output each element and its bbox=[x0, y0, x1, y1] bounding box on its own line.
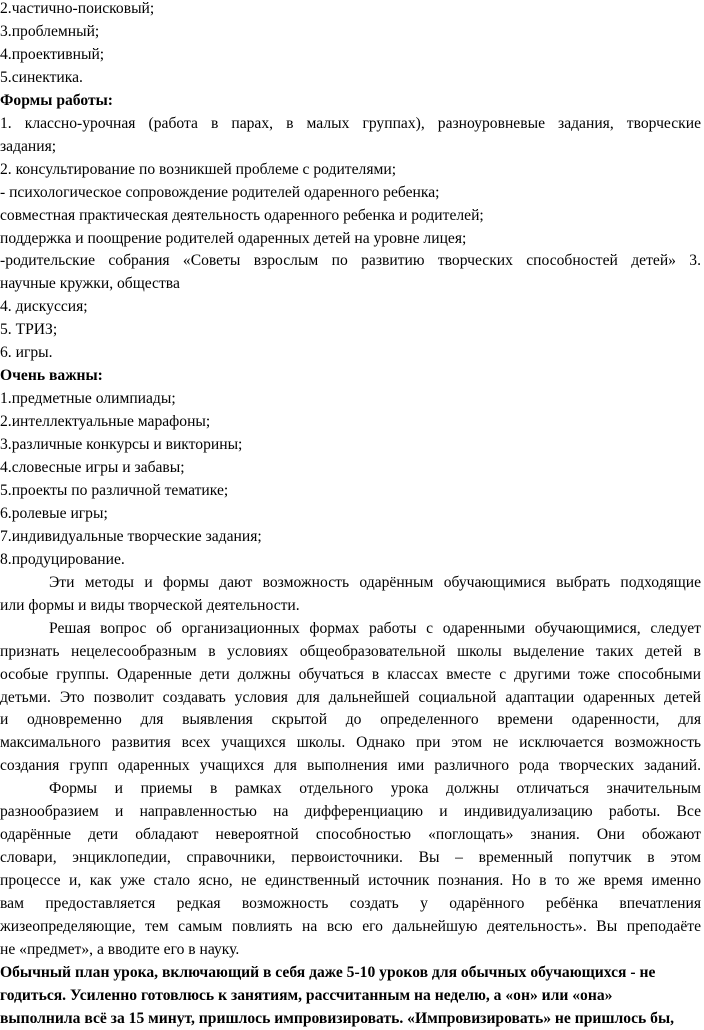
text-line: 6. игры. bbox=[0, 344, 53, 362]
heading-line: Формы работы: bbox=[0, 91, 114, 109]
heading-line: Обычный план урока, включающий в себя даже 5-10 уроков для обычных обучающихся - не bbox=[0, 963, 656, 981]
text-line: и одновременно для выявления скрытой до определенного времени одаренности, для bbox=[0, 711, 701, 729]
text-line: 3.проблемный; bbox=[0, 22, 100, 40]
text-line: вам предоставляется редкая возможность создать у одарённого ребёнка впечатления bbox=[0, 895, 701, 913]
text-line: одарённые дети обладают невероятной способностью «поглощать» знания. Они обожают bbox=[0, 826, 701, 844]
text-line: 5. ТРИЗ; bbox=[0, 321, 58, 339]
text-line: разнообразием и направленностью на дифференциацию и индивидуализацию работы. Все bbox=[0, 803, 701, 821]
heading-line: выполнила всё за 15 минут, пришлось импровизировать. «Импровизировать» не пришлось бы, bbox=[0, 1009, 675, 1027]
text-line: жизеопределяющие, тем самым повлиять на всю его дальнейшую деятельность». Вы преподаёте bbox=[0, 918, 701, 935]
text-line: не «предмет», а вводите его в науку. bbox=[0, 940, 240, 958]
text-line: процессе и, как уже стало ясно, не единственный источник познания. Но в то же время именно bbox=[0, 872, 701, 890]
text-line: Формы и приемы в рамках отдельного урока должны отличаться значительным bbox=[49, 780, 701, 798]
text-line: Эти методы и формы дают возможность одарённым обучающимися выбрать подходящие bbox=[49, 573, 701, 591]
text-line: 5.синектика. bbox=[0, 68, 83, 86]
text-line: 7.индивидуальные творческие задания; bbox=[0, 527, 262, 545]
text-line: 2.частично-поисковый; bbox=[0, 0, 155, 17]
text-line: Решая вопрос об организационных формах работы с одаренными обучающимися, следует bbox=[49, 619, 701, 637]
text-line: максимального развития всех учащихся школы. Однако при этом не исключается возможность bbox=[0, 734, 701, 752]
text-line: научные кружки, общества bbox=[0, 275, 180, 293]
text-line: создания групп одаренных учащихся для выполнения ими различного рода творческих заданий. bbox=[0, 757, 701, 775]
text-line: поддержка и поощрение родителей одаренных детей на уровне лицея; bbox=[0, 229, 467, 247]
text-line: словари, энциклопедии, справочники, первоисточники. Вы – временный попутчик в этом bbox=[0, 849, 701, 867]
text-line: задания; bbox=[0, 137, 57, 155]
text-line: 1.предметные олимпиады; bbox=[0, 390, 176, 408]
text-line: 2.интеллектуальные марафоны; bbox=[0, 413, 211, 431]
text-line: 8.продуцирование. bbox=[0, 550, 125, 568]
text-line: 3.различные конкурсы и викторины; bbox=[0, 436, 243, 454]
text-line: - психологическое сопровождение родителей одаренного ребенка; bbox=[0, 183, 440, 201]
heading-line: годиться. Усиленно готовлюсь к занятиям, рассчитанным на неделю, а «он» или «она» bbox=[0, 986, 613, 1004]
text-line: 4.проективный; bbox=[0, 45, 105, 63]
text-line: особые группы. Одаренные дети должны обучаться в классах вместе с другими тоже способными bbox=[0, 665, 701, 683]
text-line: признать нецелесообразным в условиях общеобразовательной школы выделение таких детей в bbox=[0, 642, 701, 660]
text-line: 1. классно-урочная (работа в парах, в малых группах), разноуровневые задания, творческие bbox=[0, 114, 701, 132]
text-line: или формы и виды творческой деятельности. bbox=[0, 596, 300, 614]
text-line: совместная практическая деятельность одаренного ребенка и родителей; bbox=[0, 206, 484, 224]
text-line: 4.словесные игры и забавы; bbox=[0, 459, 185, 476]
text-line: 2. консультирование по возникшей проблеме с родителями; bbox=[0, 160, 397, 178]
text-line: -родительские собрания «Советы взрослым по развитию творческих способностей детей» 3. bbox=[0, 252, 701, 270]
text-line: 5.проекты по различной тематике; bbox=[0, 481, 229, 499]
text-line: 6.ролевые игры; bbox=[0, 504, 108, 522]
text-line: детьми. Это позволит создавать условия для дальнейшей социальной адаптации одаренных детей bbox=[0, 688, 701, 706]
text-line: 4. дискуссия; bbox=[0, 298, 88, 316]
heading-line: Очень важны: bbox=[0, 367, 103, 385]
